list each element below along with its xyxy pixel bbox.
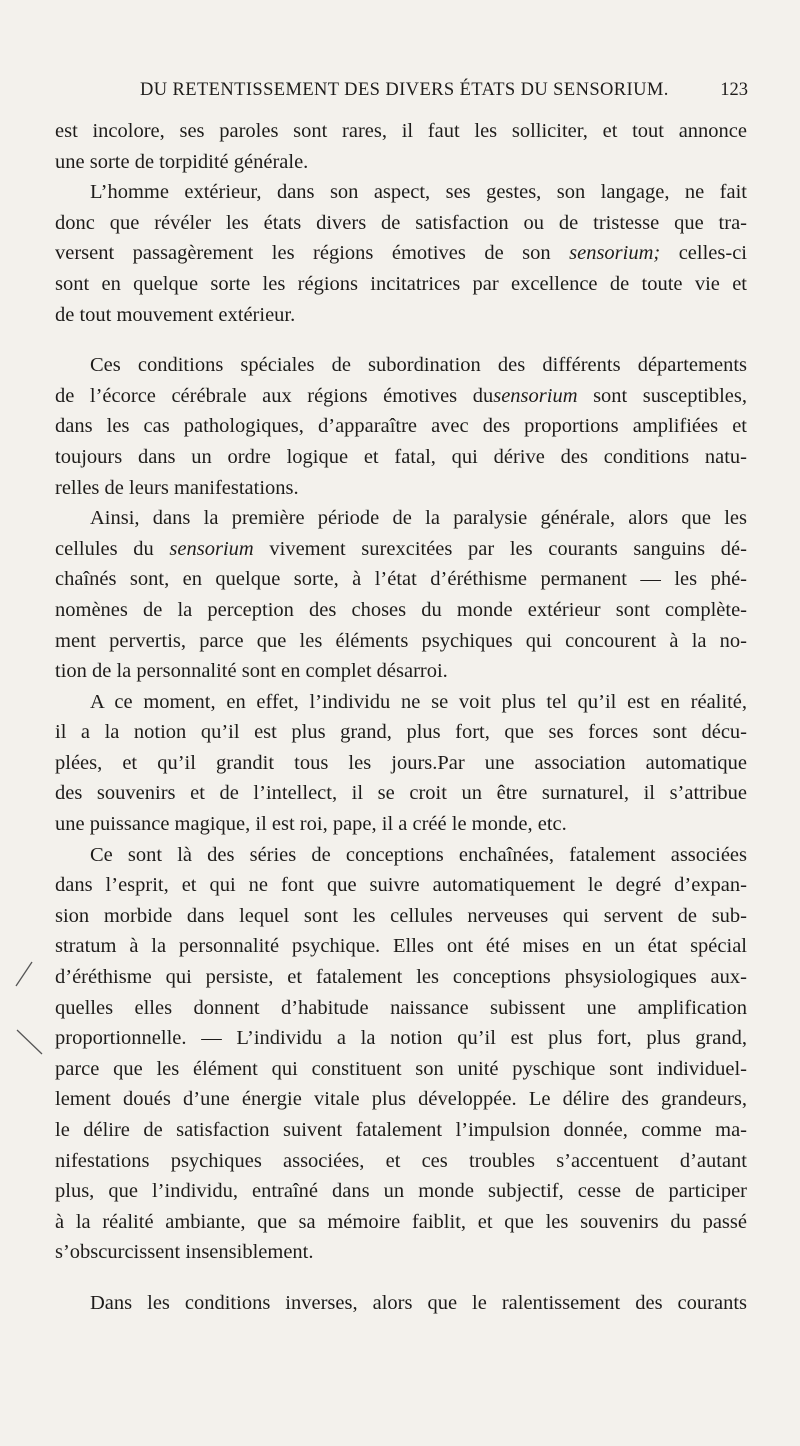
text-line: cellules du sensorium vivement surexcitées par les courants sanguins dé- [55,537,747,560]
text-line: d’éréthisme qui persiste, et fatalement les conceptions phsysiologiques aux- [55,966,747,989]
paragraph-gap [55,1268,747,1288]
paragraph-gap [55,330,747,350]
text-line: une sorte de torpidité générale. [55,150,309,173]
page-number: 123 [720,80,748,100]
text-line: s’obscurcissent insensiblement. [55,1241,314,1264]
text-line: Ces conditions spéciales de subordination des différents départements [90,354,747,377]
text-line: plées, et qu’il grandit tous les jours.Par une association automatique [55,751,747,774]
text-line: Ainsi, dans la première période de la paralysie générale, alors que les [90,507,747,530]
text-line: nomènes de la perception des choses du monde extérieur sont complète- [55,598,747,621]
text-line: de tout mouvement extérieur. [55,303,296,326]
text-line: stratum à la personnalité psychique. Elles ont été mises en un état spécial [55,935,747,958]
text-line: L’homme extérieur, dans son aspect, ses gestes, son langage, ne fait [90,181,747,204]
text-line: est incolore, ses paroles sont rares, il faut les solliciter, et tout annonce [55,120,747,142]
text-line: il a la notion qu’il est plus grand, plus fort, que ses forces sont décu- [55,721,747,744]
text-line: Ce sont là des séries de conceptions enchaînées, fatalement associées [90,843,747,866]
text-line: quelles elles donnent d’habitude naissance subissent une amplification [55,996,747,1019]
text-line: le délire de satisfaction suivent fatalement l’impulsion donnée, comme ma- [55,1119,747,1141]
text-line: versent passagèrement les régions émotives de son sensorium; celles-ci [55,242,747,265]
text-line: plus, que l’individu, entraîné dans un monde subjectif, cesse de participer [55,1180,747,1203]
text-line: dans l’esprit, et qui ne font que suivre automatiquement le degré d’expan- [55,874,747,897]
text-line: tion de la personnalité sont en complet désarroi. [55,660,448,683]
text-line: à la réalité ambiante, que sa mémoire faiblit, et que les souvenirs du passé [55,1210,747,1233]
text-line: proportionnelle. — L’individu a la notion qu’il est plus fort, plus grand, [55,1027,747,1050]
text-line: nifestations psychiques associées, et ces troubles s’accentuent d’autant [55,1149,747,1172]
text-line: des souvenirs et de l’intellect, il se croit un être surnaturel, il s’attribue [55,782,747,805]
text-line: A ce moment, en effet, l’individu ne se voit plus tel qu’il est en réalité, [90,690,747,713]
running-header [140,80,748,106]
text-line: lement doués d’une énergie vitale plus développée. Le délire des grandeurs, [55,1088,747,1111]
text-line: Dans les conditions inverses, alors que le ralentissement des courants [90,1291,747,1314]
text-line: sion morbide dans lequel sont les cellules nerveuses qui servent de sub- [55,904,747,927]
margin-pencil-mark [12,960,46,1056]
text-line: sont en quelque sorte les régions incitatrices par excellence de toute vie et [55,272,747,295]
text-line: toujours dans un ordre logique et fatal, qui dérive des conditions natu- [55,445,747,468]
body-text [55,116,747,1319]
text-line: de l’écorce cérébrale aux régions émotives dusensorium sont susceptibles, [55,384,747,407]
text-line: chaînés sont, en quelque sorte, à l’état d’éréthisme permanent — les phé- [55,568,747,591]
text-line: dans les cas pathologiques, d’apparaître avec des proportions amplifiées et [55,415,747,438]
text-line: une puissance magique, il est roi, pape, il a créé le monde, etc. [55,813,567,836]
header-title: DU RETENTISSEMENT DES DIVERS ÉTATS DU SENSORIUM. [140,80,669,100]
text-line: parce que les élément qui constituent son unité pyschique sont individuel- [55,1057,747,1080]
text-line: donc que révéler les états divers de satisfaction ou de tristesse que tra- [55,211,747,234]
text-line: relles de leurs manifestations. [55,476,299,499]
text-line: ment pervertis, parce que les éléments psychiques qui concourent à la no- [55,629,747,652]
